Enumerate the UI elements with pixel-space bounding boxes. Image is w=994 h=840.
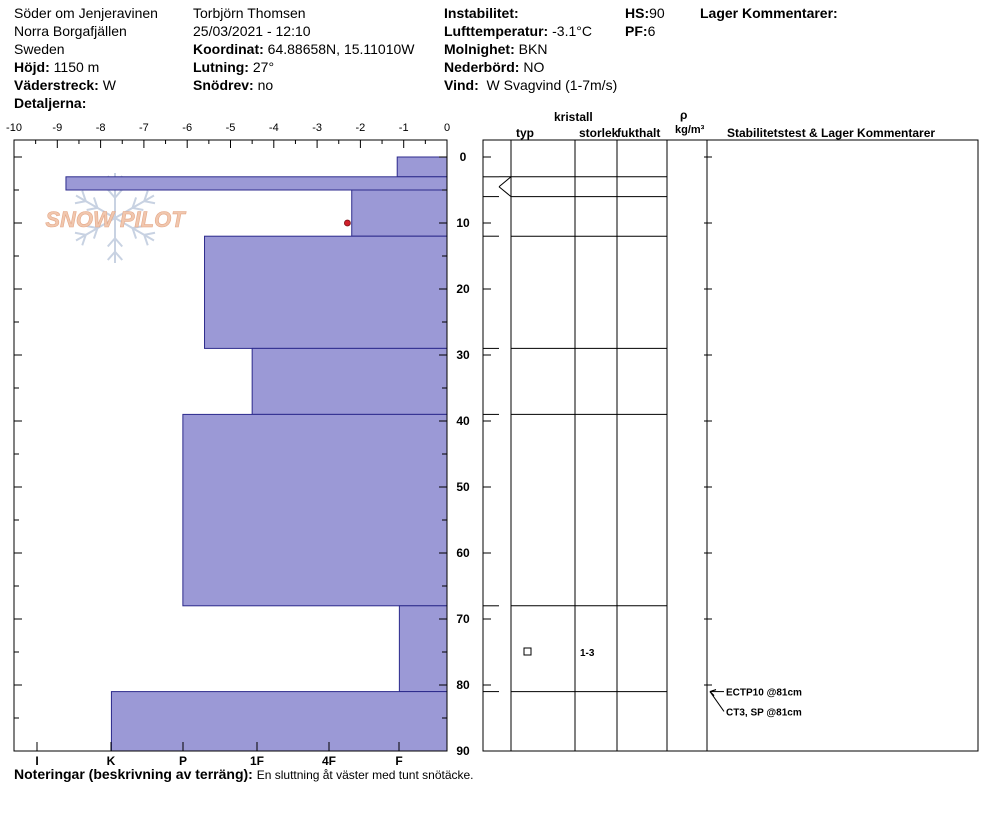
observation-datetime: 25/03/2021 - 12:10 <box>193 23 311 39</box>
coordinates: Koordinat: 64.88658N, 15.11010W <box>193 41 415 57</box>
temperature-point-0 <box>344 220 350 226</box>
type-header: typ <box>516 126 534 140</box>
details-label: Detaljerna: <box>14 95 87 111</box>
hardness-bar-4 <box>252 348 447 414</box>
snowflake-branch <box>108 189 115 197</box>
slope-angle: Lutning: 27° <box>193 59 275 75</box>
temp-tick-label-1: -9 <box>52 122 63 134</box>
snow-height: HS:90 <box>625 5 665 21</box>
layer-connector-slant <box>499 177 511 197</box>
temp-tick-label-4: -6 <box>182 122 193 134</box>
depth-tick-label-2: 20 <box>456 282 470 296</box>
watermark-text: SNOW PILOT <box>45 207 185 232</box>
snowflake-branch <box>144 201 155 203</box>
hardness-tick-label-1: K <box>106 754 116 768</box>
precipitation: Nederbörd: NO <box>444 59 545 75</box>
hardness-tick-label-2: P <box>178 754 188 768</box>
depth-tick-label-4: 40 <box>456 414 470 428</box>
temp-tick-label-7: -3 <box>312 122 322 134</box>
layer-table-frame <box>483 140 978 751</box>
hardness-bar-3 <box>205 236 447 348</box>
hardness-tick-label-4: 4F <box>321 754 337 768</box>
depth-tick-label-8: 80 <box>456 678 470 692</box>
notes: Noteringar (beskrivning av terräng): En sluttning åt väster med tunt snötäcke. <box>14 766 474 782</box>
temp-tick-label-5: -5 <box>225 122 236 134</box>
hardness-bar-7 <box>111 692 447 751</box>
depth-tick-label-6: 60 <box>456 546 470 560</box>
location-name: Söder om Jenjeravinen <box>14 5 158 21</box>
stability-arrow-line-1 <box>710 692 724 712</box>
snowflake-branch <box>108 238 115 246</box>
snowflake-branch <box>115 252 122 260</box>
snowflake-branch <box>115 189 122 197</box>
instability: Instabilitet: <box>444 5 519 21</box>
density-rho-header: ρ <box>680 108 688 122</box>
snowflake-branch <box>108 252 115 260</box>
stability-test-label-1: CT3, SP @81cm <box>726 707 802 719</box>
hardness-bar-1 <box>66 177 447 190</box>
moisture-header: fukthalt <box>617 126 661 140</box>
snowflake-branch <box>144 233 155 235</box>
crystal-header: kristall <box>554 110 593 124</box>
size-header: storlek <box>579 126 619 140</box>
depth-tick-label-5: 50 <box>456 480 470 494</box>
hardness-tick-label-3: 1F <box>249 754 265 768</box>
foot-penetration: PF:6 <box>625 23 656 39</box>
stability-header: Stabilitetstest & Lager Kommentarer <box>727 126 936 140</box>
observer-name: Torbjörn Thomsen <box>193 5 306 21</box>
wind: Vind: W Svagvind (1-7m/s) <box>444 77 618 93</box>
snowflake-branch <box>75 201 86 203</box>
snow-drift: Snödrev: no <box>193 77 274 93</box>
hardness-bar-2 <box>352 190 447 236</box>
temp-tick-label-10: 0 <box>443 122 451 134</box>
sky-cover: Molnighet: BKN <box>444 41 548 57</box>
grain-form-square-icon-0 <box>524 648 531 655</box>
temp-tick-label-0: -10 <box>6 122 22 134</box>
depth-tick-label-0: 0 <box>459 150 467 164</box>
snowflake-branch <box>115 238 122 246</box>
temp-tick-label-6: -4 <box>268 122 279 134</box>
snowflake-branch <box>75 233 86 235</box>
stability-arrow-head-icon-1 <box>710 690 716 696</box>
grain-size-0: 1-3 <box>580 648 595 659</box>
region-name: Norra Borgafjällen <box>14 23 127 39</box>
air-temperature: Lufttemperatur: -3.1°C <box>444 23 592 39</box>
hardness-bar-0 <box>397 157 447 177</box>
density-unit-header: kg/m³ <box>675 124 705 136</box>
temp-tick-label-9: -1 <box>398 122 409 134</box>
aspect: Väderstreck: W <box>14 77 116 93</box>
temp-tick-label-8: -2 <box>355 122 366 134</box>
layer-comments-title: Lager Kommentarer: <box>700 5 838 21</box>
depth-tick-label-9: 90 <box>456 744 470 758</box>
country-name: Sweden <box>14 41 65 57</box>
stability-test-label-0: ECTP10 @81cm <box>726 687 802 699</box>
hardness-tick-label-5: F <box>395 754 403 768</box>
hardness-bar-5 <box>183 414 447 605</box>
temp-tick-label-3: -7 <box>139 122 149 134</box>
depth-tick-label-1: 10 <box>456 216 470 230</box>
depth-tick-label-3: 30 <box>456 348 470 362</box>
temp-tick-label-2: -8 <box>95 122 106 134</box>
depth-tick-label-7: 70 <box>456 612 470 626</box>
elevation: Höjd: 1150 m <box>14 59 100 75</box>
hardness-tick-label-0: I <box>35 754 39 768</box>
